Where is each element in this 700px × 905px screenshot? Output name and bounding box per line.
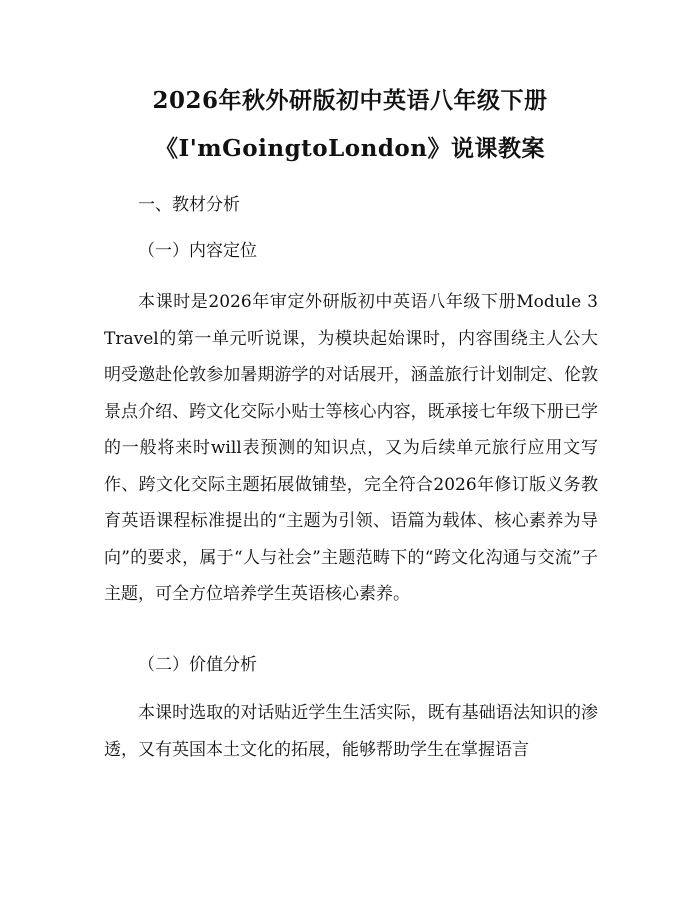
subsection-heading-value-analysis: （二）价值分析 — [138, 655, 257, 675]
document-title-line-2: 《I'mGoingtoLondon》说课教案 — [154, 135, 545, 162]
document-title-line-1: 2026年秋外研版初中英语八年级下册 — [152, 87, 548, 114]
paragraph-content-positioning: 本课时是2026年审定外研版初中英语八年级下册Module 3 Travel的第一单元听说课，为模块起始课时，内容围绕主人公大明受邀赴伦敦参加暑期游学的对话展开，涵盖旅行计划制定、伦敦景点介绍、跨文化交际小贴士等核心内容，既承接七年级下册已学的一般将来时will表预测的知识点，又为后续单元旅行应用文写作、跨文化交际主题拓展做铺垫，完全符合2026年修订版义务教育英语课程标准提出的“主题为引领、语篇为载体、核心素养为导向”的要求，属于“人与社会”主题范畴下的“跨文化沟通与交流”子主题，可全方位培养学生英语核心素养。 — [104, 292, 598, 604]
section-heading-textbook-analysis: 一、教材分析 — [138, 195, 240, 215]
paragraph-value-analysis: 本课时选取的对话贴近学生生活实际，既有基础语法知识的渗透，又有英国本土文化的拓展，能够帮助学生在掌握语言 — [104, 703, 598, 760]
subsection-heading-content-positioning: （一）内容定位 — [138, 241, 257, 261]
